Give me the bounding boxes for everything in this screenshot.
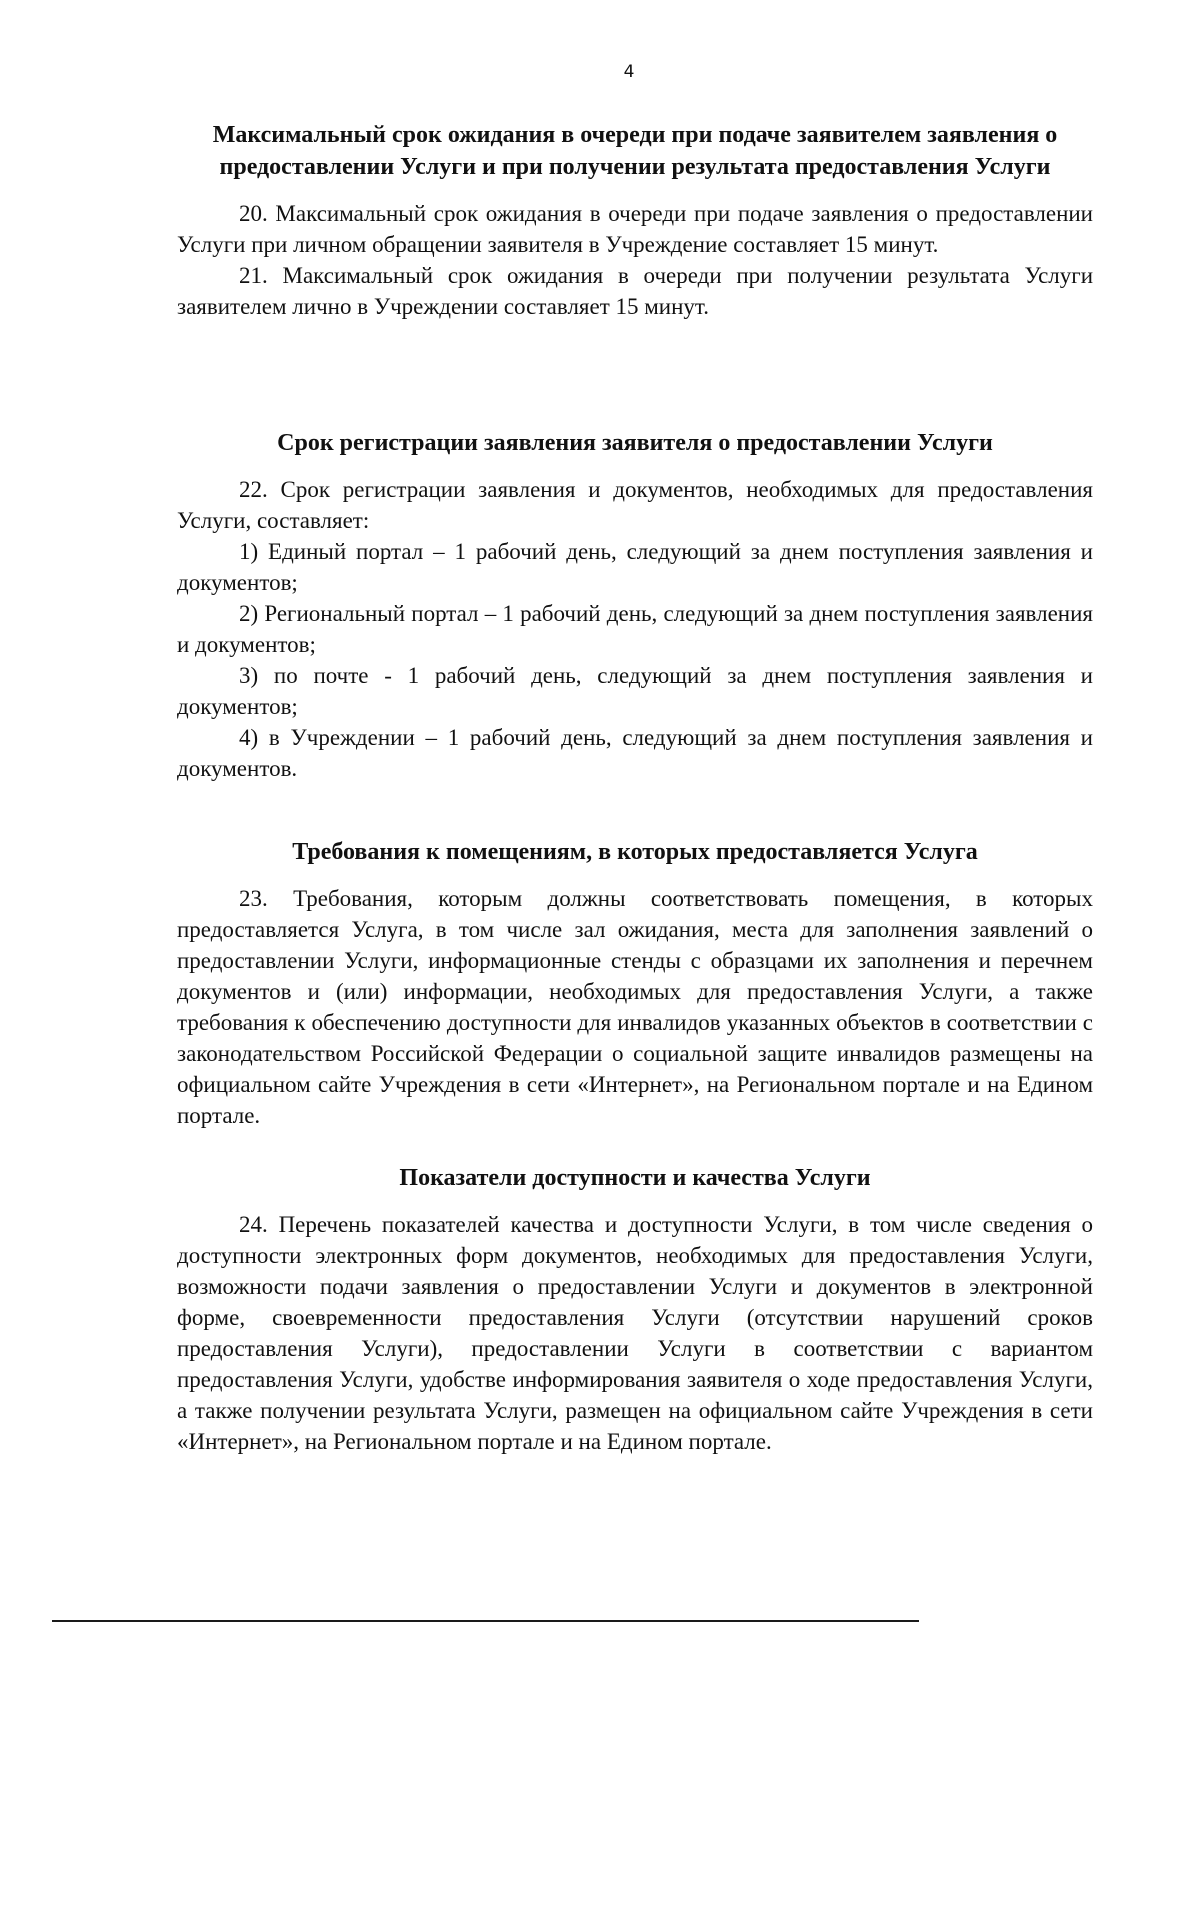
list-item: 1) Единый портал – 1 рабочий день, следующий за днем поступления заявления и документов; — [177, 538, 1093, 595]
section-heading: Максимальный срок ожидания в очереди при подаче заявителем заявления о предоставлении Услуги и при получении результата предоставления Услуги — [212, 122, 1058, 180]
list-item: 2) Региональный портал – 1 рабочий день, следующий за днем поступления заявления и документов; — [177, 600, 1093, 657]
section-heading: Показатели доступности и качества Услуги — [399, 1165, 871, 1191]
paragraph-23: 23. Требования, которым должны соответствовать помещения, в которых предоставляется Услуга, в том числе зал ожидания, места для заполнения заявлений о предоставлении Услуги, информационные стенды с образцами их заполнения и перечнем документов и (или) информации, необходимых для предоставления Услуги, а также требования к обеспечению доступности для инвалидов указанных объектов в соответствии с законодательством Российской Федерации о социальной защите инвалидов размещены на официальном сайте Учреждения в сети «Интернет», на Региональном портале и на Едином портале. — [177, 885, 1093, 1128]
paragraph-21: 21. Максимальный срок ожидания в очереди при получении результата Услуги заявителем лично в Учреждении составляет 15 минут. — [177, 263, 1093, 319]
list-item: 4) в Учреждении – 1 рабочий день, следующий за днем поступления заявления и документов. — [177, 724, 1093, 781]
page-number: 4 — [623, 62, 635, 82]
footer-divider — [52, 1620, 919, 1622]
paragraph-20: 20. Максимальный срок ожидания в очереди при подаче заявления о предоставлении Услуги при личном обращении заявителя в Учреждение составляет 15 минут. — [177, 201, 1093, 257]
paragraph-24: 24. Перечень показателей качества и доступности Услуги, в том числе сведения о доступности электронных форм документов, необходимых для предоставления Услуги, возможности подачи заявления о предоставлении Услуги и документов в электронной форме, своевременности предоставления Услуги (отсутствии нарушений сроков предоставления Услуги), предоставлении Услуги в соответствии с вариантом предоставления Услуги, удобстве информирования заявителя о ходе предоставления Услуги, а также получении результата Услуги, размещен на официальном сайте Учреждения в сети «Интернет», на Региональном портале и на Едином портале. — [177, 1211, 1093, 1454]
section-queue-wait — [177, 120, 1093, 322]
paragraph-22: 22. Срок регистрации заявления и документов, необходимых для предоставления Услуги, составляет: — [177, 476, 1093, 533]
section-premises-requirements — [177, 837, 1093, 1131]
section-heading: Требования к помещениям, в которых предоставляется Услуга — [292, 839, 978, 865]
section-registration-term — [177, 428, 1093, 784]
section-quality-indicators — [177, 1163, 1093, 1457]
section-heading: Срок регистрации заявления заявителя о предоставлении Услуги — [277, 430, 993, 456]
list-item: 3) по почте - 1 рабочий день, следующий за днем поступления заявления и документов; — [177, 662, 1093, 719]
